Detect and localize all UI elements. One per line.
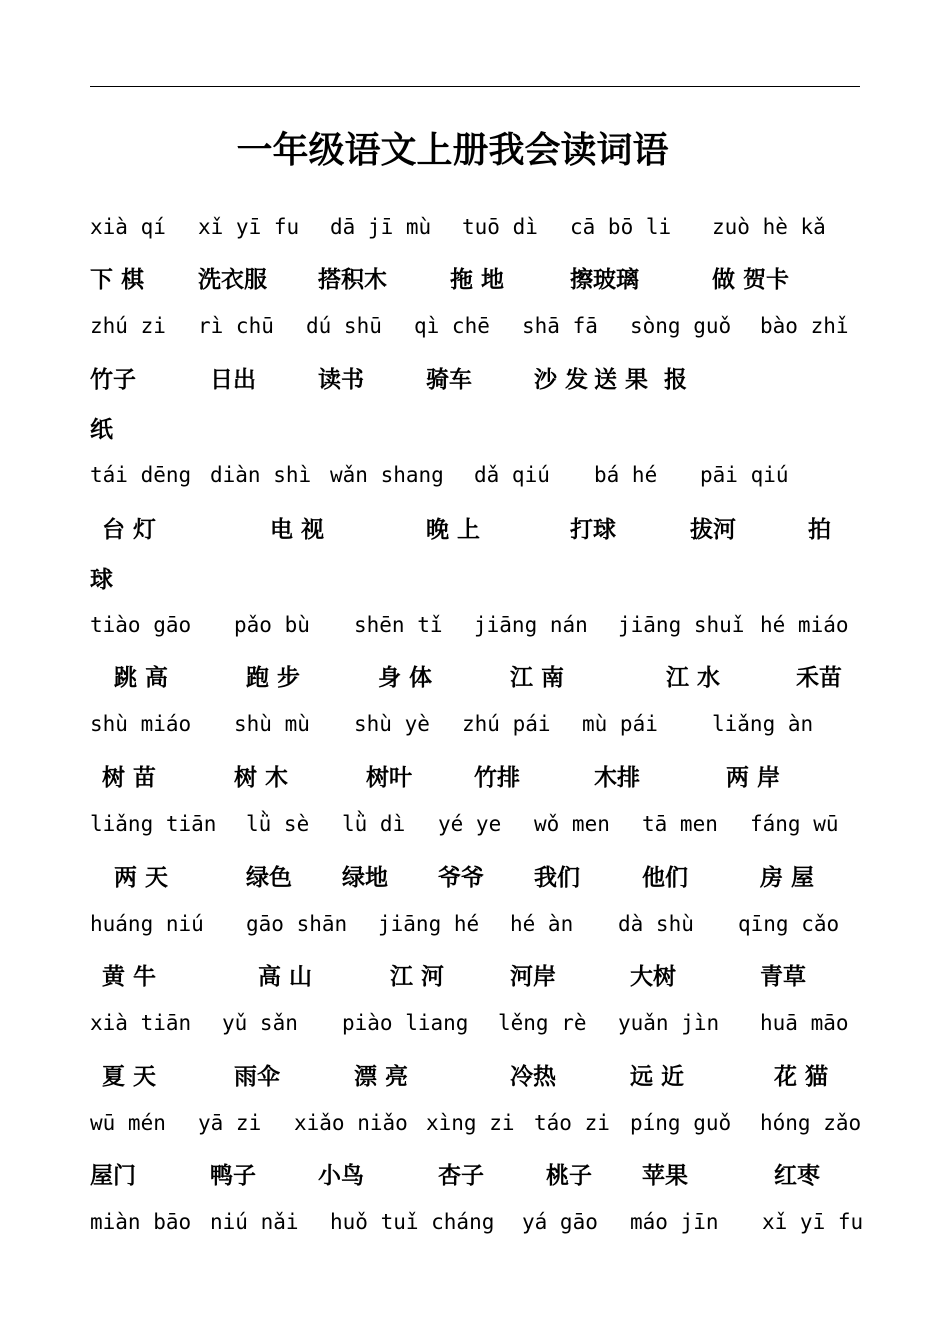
pinyin-word: zhú pái (462, 712, 551, 736)
hanzi-word: 擦玻璃 (570, 267, 639, 293)
pinyin-word: píng guǒ (630, 1111, 732, 1135)
pinyin-word: qì chē (414, 314, 490, 338)
pinyin-word: piào liang (342, 1011, 469, 1035)
pinyin-word: wǒ men (534, 812, 610, 836)
hanzi-word: 洗衣服 (198, 267, 267, 293)
pinyin-word: dà shù (618, 912, 694, 936)
hanzi-word: 夏 天 (102, 1064, 157, 1090)
pinyin-word: dú shū (306, 314, 382, 338)
hanzi-line (0, 653, 950, 693)
pinyin-line (0, 1103, 950, 1143)
pinyin-line (0, 1202, 950, 1242)
hanzi-word: 小鸟 (318, 1163, 364, 1189)
pinyin-word: xià tiān (90, 1011, 192, 1035)
pinyin-word: rì chū (198, 314, 274, 338)
hanzi-word: 绿色 (246, 865, 292, 891)
pinyin-word: xiǎo niǎo (294, 1111, 408, 1135)
hanzi-word: 爷爷 (438, 865, 484, 891)
hanzi-word: 报 (664, 367, 687, 393)
pinyin-word: wū mén (90, 1111, 166, 1135)
hanzi-word: 他们 (642, 865, 688, 891)
hanzi-line (0, 1052, 950, 1092)
hanzi-word: 拍 (808, 517, 831, 543)
pinyin-word: tái dēng (90, 463, 192, 487)
pinyin-word: shù yè (354, 712, 430, 736)
hanzi-word: 青草 (760, 964, 806, 990)
pinyin-word: wǎn shang (330, 463, 444, 487)
hanzi-word: 跑 步 (246, 665, 301, 691)
hanzi-word: 花 猫 (774, 1064, 829, 1090)
hanzi-word: 树 苗 (102, 765, 157, 791)
pinyin-word: lǜ sè (246, 812, 310, 836)
pinyin-line (0, 455, 950, 495)
pinyin-word: pǎo bù (234, 613, 310, 637)
hanzi-word: 苹果 (642, 1163, 688, 1189)
hanzi-word: 晚 上 (426, 517, 481, 543)
pinyin-word: lǜ dì (342, 812, 406, 836)
hanzi-word: 日出 (210, 367, 256, 393)
hanzi-line (0, 555, 950, 595)
hanzi-word: 禾苗 (796, 665, 842, 691)
hanzi-word: 做 贺卡 (712, 267, 790, 293)
hanzi-word: 房 屋 (760, 865, 815, 891)
pinyin-word: hé àn (510, 912, 574, 936)
pinyin-word: dǎ qiú (474, 463, 550, 487)
hanzi-word: 骑车 (426, 367, 472, 393)
pinyin-word: zuò hè kǎ (712, 215, 826, 239)
hanzi-word: 竹子 (90, 367, 136, 393)
hanzi-line (0, 355, 950, 395)
pinyin-word: pāi qiú (700, 463, 789, 487)
pinyin-word: bào zhǐ (760, 314, 849, 338)
hanzi-word: 两 天 (114, 865, 169, 891)
pinyin-word: niú nǎi (210, 1210, 299, 1234)
hanzi-word: 雨伞 (234, 1064, 280, 1090)
hanzi-word: 红枣 (774, 1163, 820, 1189)
pinyin-word: bá hé (594, 463, 658, 487)
hanzi-word: 拔河 (690, 517, 736, 543)
pinyin-word: táo zi (534, 1111, 610, 1135)
pinyin-word: shù mù (234, 712, 310, 736)
hanzi-word: 江 南 (510, 665, 565, 691)
hanzi-word: 漂 亮 (354, 1064, 409, 1090)
pinyin-line (0, 804, 950, 844)
hanzi-word: 竹排 (474, 765, 520, 791)
hanzi-word: 树 木 (234, 765, 289, 791)
pinyin-word: jiāng hé (378, 912, 480, 936)
pinyin-word: liǎng àn (712, 712, 814, 736)
hanzi-word: 大树 (630, 964, 676, 990)
hanzi-word: 送 果 (594, 367, 649, 393)
pinyin-word: zhú zi (90, 314, 166, 338)
hanzi-word: 高 山 (258, 964, 313, 990)
hanzi-word: 纸 (90, 417, 113, 443)
pinyin-word: shēn tǐ (354, 613, 443, 637)
pinyin-word: shù miáo (90, 712, 192, 736)
pinyin-line (0, 1003, 950, 1043)
pinyin-word: xìng zi (426, 1111, 515, 1135)
hanzi-word: 屋门 (90, 1163, 136, 1189)
pinyin-word: mù pái (582, 712, 658, 736)
pinyin-word: diàn shì (210, 463, 312, 487)
pinyin-word: cā bō li (570, 215, 672, 239)
pinyin-word: hóng zǎo (760, 1111, 862, 1135)
pinyin-word: jiāng nán (474, 613, 588, 637)
pinyin-word: hé miáo (760, 613, 849, 637)
pinyin-word: yuǎn jìn (618, 1011, 720, 1035)
hanzi-line (0, 405, 950, 445)
hanzi-line (0, 853, 950, 893)
hanzi-word: 桃子 (546, 1163, 592, 1189)
pinyin-word: huǒ tuǐ cháng (330, 1210, 495, 1234)
pinyin-word: yā zi (198, 1111, 262, 1135)
hanzi-word: 电 视 (270, 517, 325, 543)
page-title: 一年级语文上册我会读词语 (236, 130, 669, 171)
hanzi-word: 下 棋 (90, 267, 145, 293)
hanzi-line (0, 952, 950, 992)
hanzi-word: 读书 (318, 367, 364, 393)
pinyin-line (0, 904, 950, 944)
hanzi-word: 台 灯 (102, 517, 157, 543)
pinyin-word: qīng cǎo (738, 912, 840, 936)
hanzi-word: 拖 地 (450, 267, 505, 293)
hanzi-word: 江 水 (666, 665, 721, 691)
hanzi-line (0, 753, 950, 793)
pinyin-word: fáng wū (750, 812, 839, 836)
pinyin-word: jiāng shuǐ (618, 613, 745, 637)
pinyin-word: tuō dì (462, 215, 538, 239)
pinyin-word: yǔ sǎn (222, 1011, 298, 1035)
pinyin-word: tiào gāo (90, 613, 192, 637)
hanzi-word: 木排 (594, 765, 640, 791)
hanzi-word: 鸭子 (210, 1163, 256, 1189)
pinyin-word: huáng niú (90, 912, 204, 936)
hanzi-word: 沙 发 (534, 367, 589, 393)
hanzi-word: 绿地 (342, 865, 388, 891)
pinyin-line (0, 605, 950, 645)
hanzi-line (0, 255, 950, 295)
pinyin-line (0, 306, 950, 346)
hanzi-word: 我们 (534, 865, 580, 891)
hanzi-line (0, 1151, 950, 1191)
hanzi-word: 球 (90, 567, 113, 593)
hanzi-word: 河岸 (510, 964, 556, 990)
hanzi-word: 搭积木 (318, 267, 387, 293)
hanzi-word: 两 岸 (726, 765, 781, 791)
hanzi-word: 冷热 (510, 1064, 556, 1090)
pinyin-word: huā māo (760, 1011, 849, 1035)
pinyin-word: liǎng tiān (90, 812, 217, 836)
pinyin-line (0, 704, 950, 744)
hanzi-word: 远 近 (630, 1064, 685, 1090)
pinyin-word: yé ye (438, 812, 502, 836)
pinyin-word: xǐ yī fu (762, 1210, 864, 1234)
hanzi-word: 跳 高 (114, 665, 169, 691)
hanzi-word: 江 河 (390, 964, 445, 990)
pinyin-word: xià qí (90, 215, 166, 239)
pinyin-word: gāo shān (246, 912, 348, 936)
pinyin-word: shā fā (522, 314, 598, 338)
pinyin-line (0, 207, 950, 247)
pinyin-word: xǐ yī fu (198, 215, 300, 239)
pinyin-word: máo jīn (630, 1210, 719, 1234)
hanzi-word: 打球 (570, 517, 616, 543)
hanzi-word: 身 体 (378, 665, 433, 691)
pinyin-word: lěng rè (498, 1011, 587, 1035)
hanzi-line (0, 505, 950, 545)
header-rule (90, 86, 860, 87)
pinyin-word: sòng guǒ (630, 314, 732, 338)
pinyin-word: miàn bāo (90, 1210, 192, 1234)
pinyin-word: dā jī mù (330, 215, 432, 239)
pinyin-word: tā men (642, 812, 718, 836)
hanzi-word: 杏子 (438, 1163, 484, 1189)
hanzi-word: 树叶 (366, 765, 412, 791)
hanzi-word: 黄 牛 (102, 964, 157, 990)
pinyin-word: yá gāo (522, 1210, 598, 1234)
